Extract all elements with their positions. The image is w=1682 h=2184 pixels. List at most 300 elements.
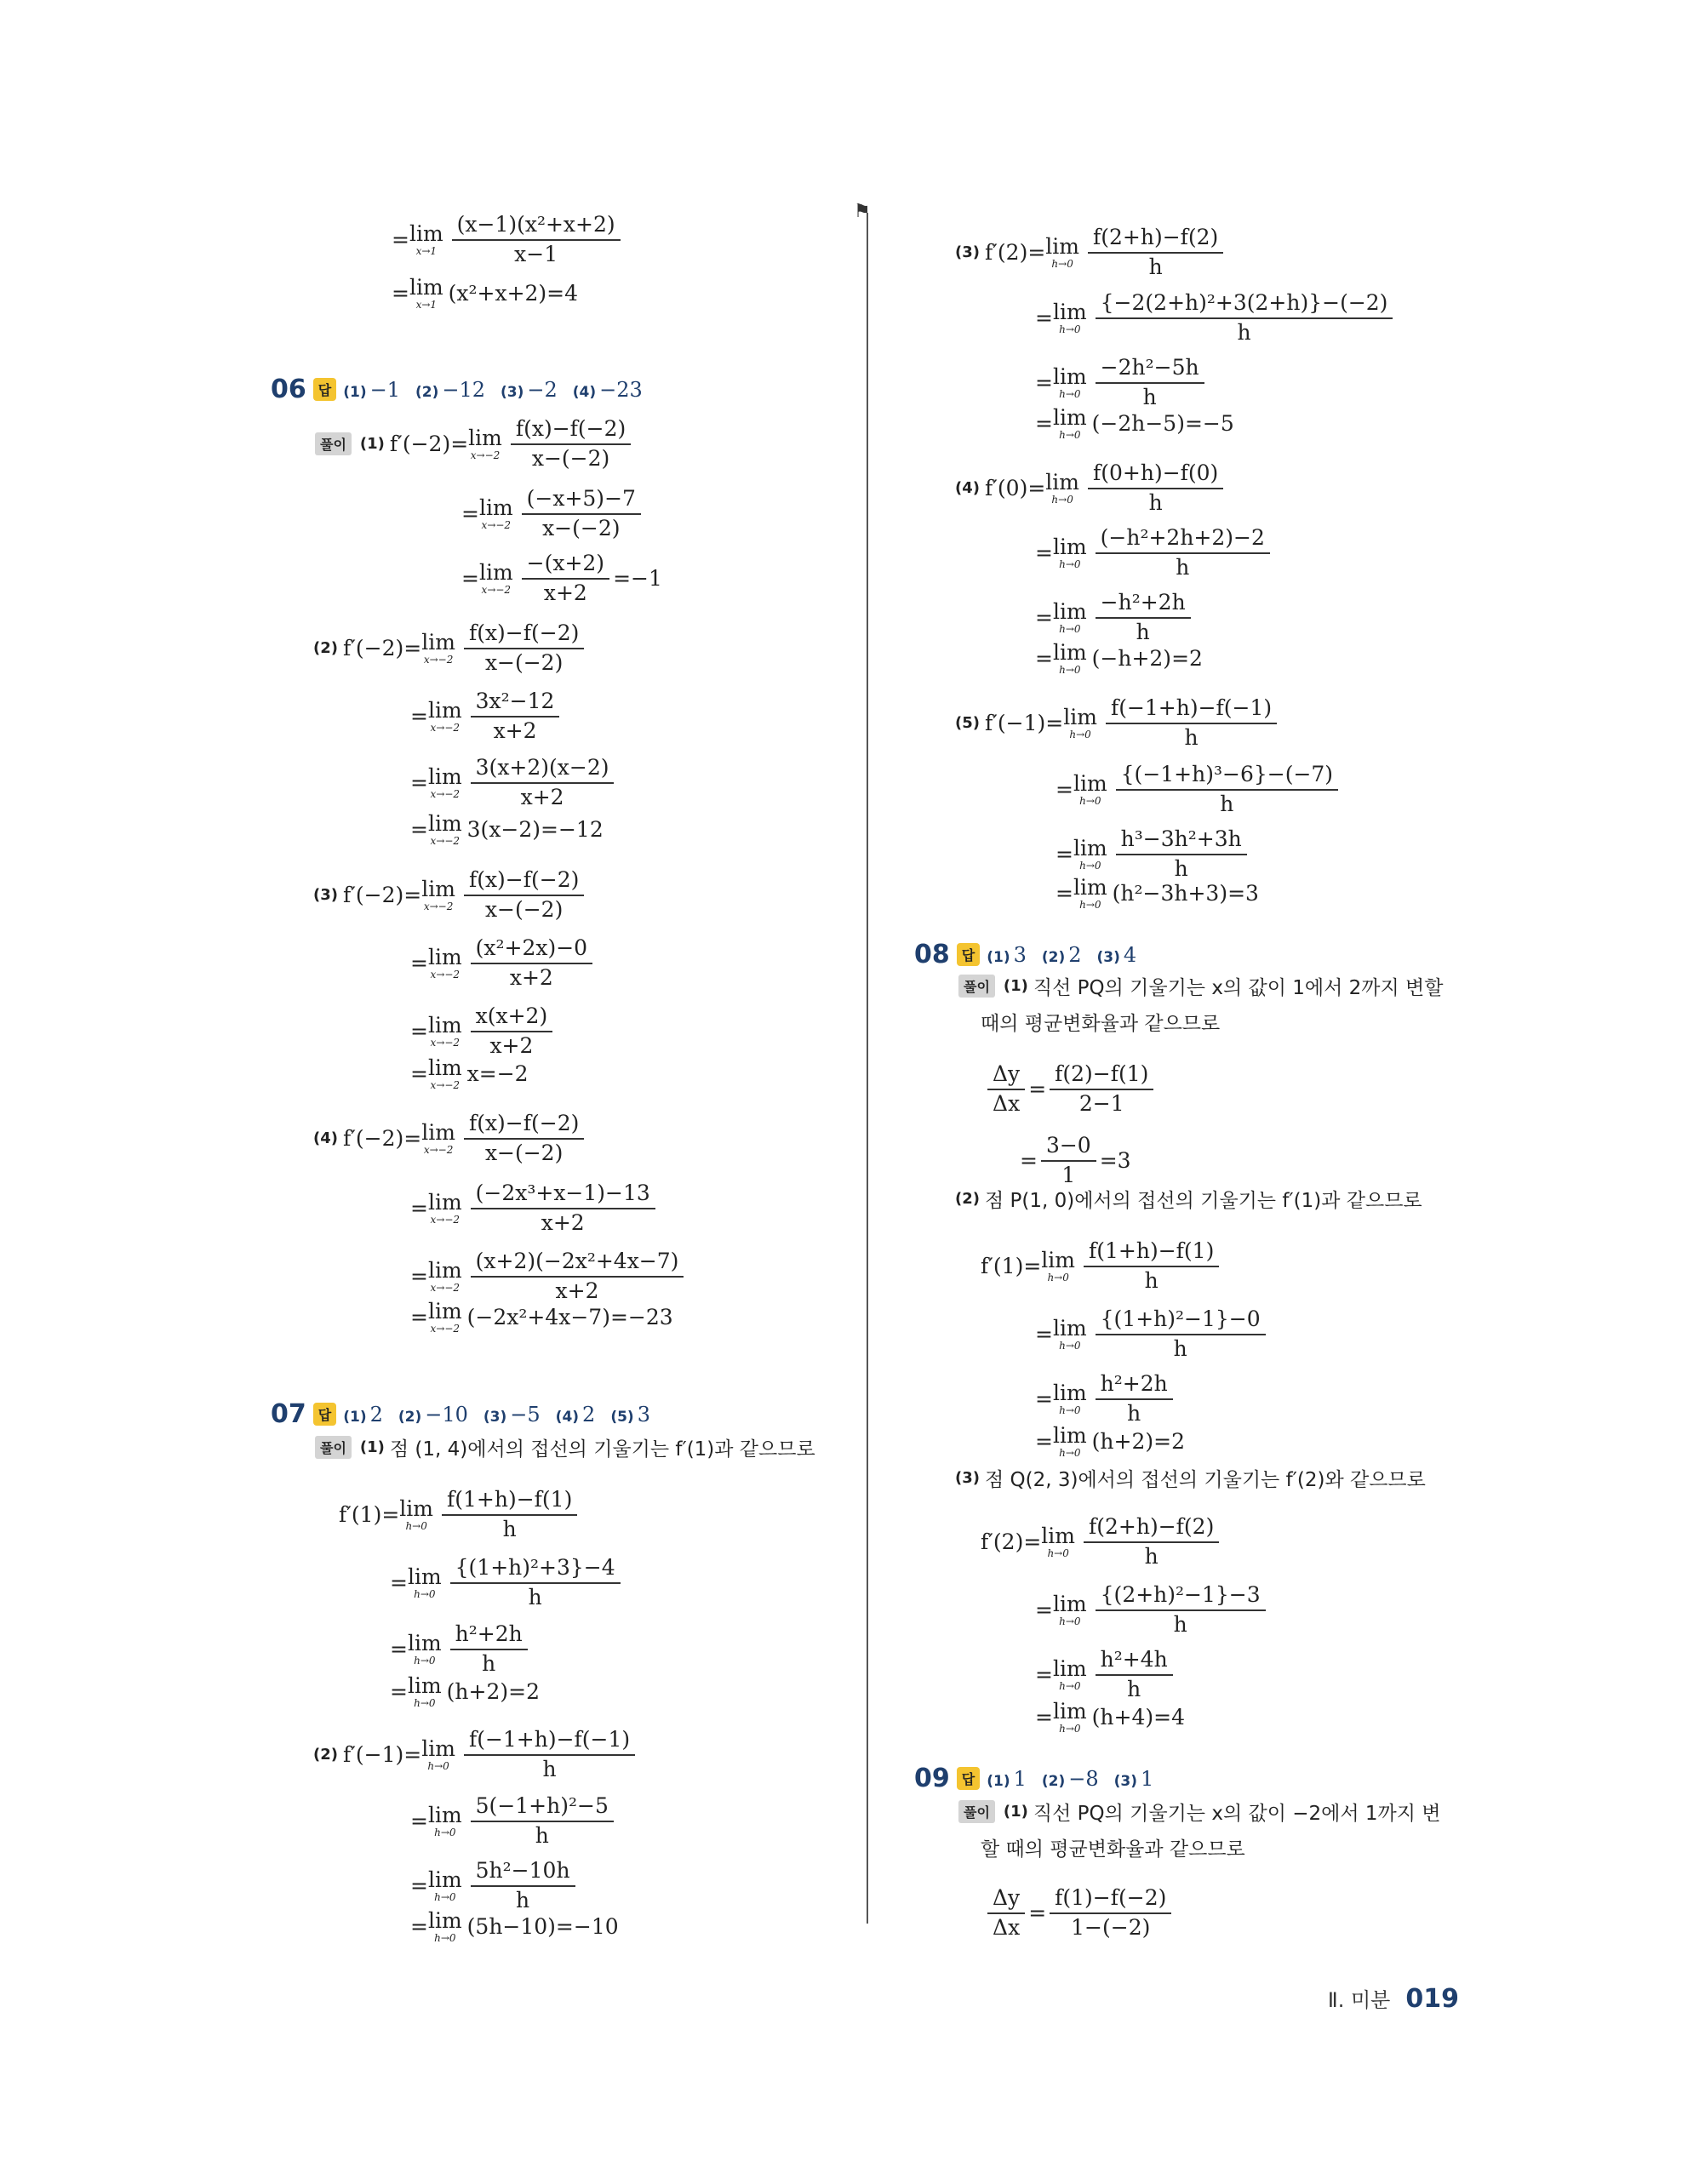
solution-text — [955, 1464, 1426, 1492]
lim-subscript: h→0 — [1059, 558, 1081, 571]
lim-word: lim — [1052, 535, 1087, 560]
math-line — [410, 1004, 556, 1059]
limit-operator — [428, 1260, 462, 1293]
answer-item: (1) 3 — [987, 942, 1027, 967]
math-expression: x=−2 — [466, 1061, 529, 1086]
math-expression: (−2h−5)=−5 — [1091, 411, 1234, 436]
math-line — [313, 1112, 587, 1166]
math-line — [1035, 1307, 1269, 1362]
math-prefix: f′(−2)= — [342, 636, 422, 661]
denominator: x−1 — [514, 241, 558, 266]
limit-fraction — [464, 1728, 635, 1782]
math-expression: (h²−3h+3)=3 — [1112, 881, 1259, 906]
lim-subscript: h→0 — [1059, 1404, 1081, 1417]
limit-operator — [1045, 236, 1079, 269]
lim-word: lim — [478, 560, 513, 586]
denominator: h — [1184, 724, 1199, 750]
math-prefix: f′(−2)= — [342, 1126, 422, 1152]
lim-word: lim — [1063, 705, 1097, 730]
math-prefix: = — [392, 227, 409, 253]
math-expression: 3(x−2)=−12 — [466, 817, 604, 842]
answer-item: (3) 4 — [1096, 942, 1137, 967]
part-label: (1) — [1003, 977, 1028, 995]
lim-word: lim — [427, 1908, 462, 1933]
question-number: 06 — [271, 374, 306, 404]
math-prefix: = — [1056, 777, 1073, 803]
solution-text — [955, 1185, 1422, 1213]
math-prefix: = — [1056, 842, 1073, 867]
math-line — [981, 1239, 1222, 1294]
answer-item: (2) 2 — [1041, 942, 1082, 967]
lim-word: lim — [1052, 599, 1087, 625]
limit-operator — [1053, 536, 1087, 569]
math-line — [410, 1859, 579, 1913]
limit-fraction — [1096, 1583, 1266, 1638]
explanation-text: 때의 평균변화율과 같으므로 — [981, 1013, 1221, 1035]
denominator: h — [1144, 1267, 1159, 1293]
solution-text — [958, 972, 1443, 1000]
math-prefix: f′(2)= — [984, 240, 1046, 266]
limit-fraction — [1050, 1062, 1153, 1117]
answer-badge: 답 — [957, 943, 980, 966]
lim-word: lim — [1052, 405, 1087, 430]
numerator: Δy — [987, 1062, 1025, 1090]
denominator: h — [1136, 619, 1150, 644]
math-line — [313, 1728, 638, 1782]
limit-operator — [1053, 1382, 1087, 1415]
lim-word: lim — [407, 1564, 442, 1590]
lim-subscript: x→−2 — [430, 1282, 461, 1295]
numerator: f(2+h)−f(2) — [1084, 1515, 1219, 1543]
lim-subscript: x→−2 — [470, 449, 501, 462]
denominator: Δx — [993, 1090, 1021, 1116]
limit-operator — [1053, 1425, 1087, 1458]
answer-label: (2) — [1041, 1772, 1066, 1790]
page-number: 019 — [1405, 1984, 1459, 2014]
denominator: x+2 — [520, 784, 564, 809]
lim-subscript: h→0 — [414, 1697, 436, 1709]
column-divider — [867, 213, 868, 1924]
numerator: f(−1+h)−f(−1) — [1106, 696, 1277, 724]
denominator: 1 — [1061, 1162, 1076, 1187]
lim-subscript: h→0 — [1047, 1272, 1069, 1284]
denominator: 1−(−2) — [1071, 1914, 1151, 1940]
math-line — [461, 552, 662, 606]
numerator: f(1+h)−f(1) — [442, 1488, 577, 1516]
math-line — [315, 417, 634, 472]
lim-subscript: h→0 — [1059, 1615, 1081, 1628]
limit-fraction — [1106, 696, 1277, 751]
limit-operator — [428, 946, 462, 980]
math-line — [1035, 291, 1396, 346]
lim-subscript: h→0 — [1047, 1547, 1069, 1560]
denominator: h — [1127, 1676, 1141, 1701]
limit-fraction — [471, 1004, 553, 1059]
lim-subscript: x→−2 — [430, 788, 461, 801]
math-line — [390, 1556, 624, 1610]
math-prefix: = — [1028, 1901, 1047, 1926]
limit-fraction — [1096, 1372, 1173, 1426]
math-prefix: = — [392, 281, 409, 306]
denominator: h — [1237, 319, 1251, 345]
explanation-text: 직선 PQ의 기울기는 x의 값이 1에서 2까지 변할 — [1033, 977, 1444, 999]
limit-operator — [408, 1675, 442, 1708]
limit-fraction — [1116, 763, 1338, 817]
lim-word: lim — [407, 1673, 442, 1698]
math-line — [1035, 407, 1234, 440]
answer-badge: 답 — [957, 1767, 980, 1790]
answer-item: (3) 1 — [1113, 1766, 1154, 1791]
math-line — [1035, 1372, 1176, 1426]
lim-subscript: x→−2 — [430, 969, 461, 981]
math-prefix: = — [1035, 1429, 1053, 1454]
page-footer — [1328, 1983, 1459, 2014]
limit-operator — [468, 427, 502, 460]
limit-operator — [479, 562, 513, 595]
limit-fraction — [522, 487, 641, 541]
math-prefix: = — [1035, 605, 1053, 631]
lim-subscript: h→0 — [1059, 323, 1081, 336]
math-line — [410, 1181, 659, 1236]
lim-word: lim — [1045, 470, 1079, 495]
math-prefix: = — [1035, 646, 1053, 671]
limit-fraction — [1096, 591, 1191, 645]
lim-subscript: x→−2 — [423, 654, 454, 666]
math-prefix: = — [390, 1570, 408, 1596]
numerator: h²+2h — [1096, 1372, 1173, 1400]
limit-fraction — [1096, 1307, 1266, 1362]
lim-subscript: h→0 — [1079, 795, 1101, 808]
math-line — [1035, 1701, 1185, 1734]
limit-operator — [1053, 1318, 1087, 1351]
answer-badge: 답 — [313, 378, 336, 401]
limit-operator — [1053, 407, 1087, 440]
lim-subscript: x→−2 — [481, 519, 512, 532]
answer-item: (5) 3 — [610, 1402, 650, 1426]
limit-fraction — [450, 1556, 621, 1610]
numerator: 3(x+2)(x−2) — [471, 756, 615, 784]
limit-fraction — [450, 1622, 528, 1677]
lim-word: lim — [409, 221, 443, 247]
answer-label: (3) — [483, 1408, 507, 1426]
math-expression: (−2x²+4x−7)=−23 — [466, 1305, 673, 1329]
lim-word: lim — [1052, 1423, 1087, 1448]
denominator: x−(−2) — [542, 515, 621, 540]
limit-operator — [421, 1738, 455, 1771]
limit-operator — [1041, 1249, 1075, 1283]
limit-fraction — [442, 1488, 577, 1542]
math-line — [1035, 642, 1203, 675]
math-line — [1035, 1425, 1185, 1458]
answer-label: (4) — [572, 383, 597, 401]
math-line — [1035, 526, 1273, 580]
denominator: h — [482, 1650, 496, 1676]
math-prefix: = — [1020, 1148, 1038, 1174]
numerator: (x²+2x)−0 — [471, 936, 592, 964]
answer-item: (4) −23 — [572, 377, 643, 402]
answer-label: (2) — [415, 383, 439, 401]
math-prefix: = — [1035, 540, 1053, 566]
lim-subscript: x→1 — [415, 299, 438, 311]
numerator: {(2+h)²−1}−3 — [1096, 1583, 1266, 1611]
math-prefix: f′(1)= — [981, 1254, 1042, 1279]
lim-word: lim — [427, 811, 462, 836]
limit-operator — [1063, 706, 1097, 740]
lim-word: lim — [427, 945, 462, 970]
solution-badge: 풀이 — [958, 975, 995, 998]
limit-fraction — [471, 936, 592, 991]
limit-operator — [1045, 472, 1079, 505]
lim-word: lim — [421, 1120, 455, 1146]
lim-word: lim — [427, 1803, 462, 1828]
math-line — [390, 1675, 540, 1708]
numerator: 5(−1+h)²−5 — [471, 1794, 614, 1822]
math-line — [410, 1910, 619, 1943]
part-label: (2) — [313, 1746, 338, 1764]
lim-subscript: h→0 — [427, 1760, 449, 1773]
limit-fraction — [1096, 291, 1393, 346]
numerator: (−h²+2h+2)−2 — [1096, 526, 1270, 554]
numerator: f(2+h)−f(2) — [1088, 226, 1223, 254]
lim-subscript: h→0 — [434, 1932, 456, 1944]
limit-fraction — [471, 756, 615, 810]
numerator: (−x+5)−7 — [522, 487, 641, 515]
numerator: f(x)−f(−2) — [464, 1112, 584, 1140]
denominator: x+2 — [555, 1278, 599, 1303]
denominator: h — [535, 1822, 549, 1848]
lim-subscript: x→−2 — [423, 1144, 454, 1157]
answer-label: (4) — [555, 1408, 580, 1426]
answer-item: (2) −12 — [415, 377, 486, 402]
explanation-text: 점 Q(2, 3)에서의 접선의 기울기는 f′(2)와 같으므로 — [984, 1469, 1426, 1491]
limit-operator — [409, 277, 443, 310]
limit-fraction — [471, 689, 560, 744]
limit-operator — [408, 1632, 442, 1666]
answer-item: (1) 2 — [343, 1402, 383, 1426]
part-label: (1) — [359, 435, 385, 454]
math-line — [1056, 877, 1259, 910]
limit-fraction — [1084, 1515, 1219, 1569]
answer-label: (3) — [1113, 1772, 1138, 1790]
numerator: (x−1)(x²+x+2) — [452, 213, 621, 241]
math-prefix: f′(−1)= — [342, 1742, 422, 1768]
lim-subscript: x→1 — [415, 245, 438, 258]
math-prefix: f′(2)= — [981, 1529, 1042, 1555]
denominator: h — [1220, 791, 1234, 816]
answer-label: (5) — [610, 1408, 634, 1426]
lim-word: lim — [1052, 1656, 1087, 1682]
lim-word: lim — [399, 1496, 433, 1522]
lim-word: lim — [427, 1299, 462, 1324]
math-prefix: = — [461, 566, 479, 592]
solution-text — [981, 1833, 1245, 1861]
part-label: (2) — [955, 1190, 980, 1208]
lim-word: lim — [427, 698, 462, 723]
limit-operator — [1053, 642, 1087, 675]
answer-item: (2) −10 — [398, 1402, 468, 1426]
math-prefix: = — [1035, 1386, 1053, 1412]
part-label: (5) — [955, 714, 980, 733]
math-expression: (h+4)=4 — [1091, 1705, 1185, 1729]
limit-fraction — [1088, 226, 1223, 280]
section-label: Ⅱ. 미분 — [1327, 1988, 1391, 2012]
answer-label: (3) — [501, 383, 524, 401]
math-line — [339, 1488, 581, 1542]
math-line — [392, 277, 578, 310]
limit-fraction — [522, 552, 609, 606]
explanation-text: 점 (1, 4)에서의 접선의 기울기는 f′(1)과 같으므로 — [389, 1438, 815, 1461]
math-prefix: = — [1035, 306, 1053, 331]
denominator: x+2 — [493, 718, 537, 743]
math-prefix: = — [410, 951, 428, 976]
limit-operator — [428, 813, 462, 846]
limit-fraction — [464, 868, 584, 923]
math-prefix: f′(0)= — [984, 476, 1046, 501]
math-prefix: = — [1035, 1662, 1053, 1688]
lim-subscript: h→0 — [434, 1827, 456, 1839]
math-expression: (h+2)=2 — [446, 1679, 540, 1704]
lim-subscript: h→0 — [1079, 860, 1101, 872]
math-prefix: = — [1035, 370, 1053, 396]
delta-fraction — [987, 1886, 1025, 1941]
math-line — [410, 689, 563, 744]
explanation-text: 점 P(1, 0)에서의 접선의 기울기는 f′(1)과 같으므로 — [984, 1190, 1422, 1212]
math-prefix: = — [390, 1637, 408, 1662]
lim-subscript: h→0 — [1069, 729, 1091, 741]
numerator: {(−1+h)³−6}−(−7) — [1116, 763, 1338, 791]
limit-operator — [428, 1192, 462, 1225]
math-prefix: = — [410, 1809, 428, 1834]
math-prefix: = — [410, 1873, 428, 1899]
denominator: h — [1148, 489, 1163, 515]
answer-item: (4) 2 — [555, 1402, 596, 1426]
denominator: h — [1148, 254, 1163, 279]
math-line — [1035, 356, 1208, 410]
math-prefix: = — [1035, 1322, 1053, 1347]
solution-text — [981, 1008, 1220, 1036]
denominator: x−(−2) — [484, 649, 564, 675]
denominator: h — [528, 1584, 542, 1609]
lim-word: lim — [407, 1631, 442, 1656]
lim-subscript: h→0 — [1059, 1447, 1081, 1459]
lim-subscript: h→0 — [1059, 388, 1081, 401]
limit-operator — [428, 1804, 462, 1838]
answer-header — [914, 940, 1152, 969]
math-prefix: = — [1035, 411, 1053, 436]
denominator: h — [542, 1756, 557, 1781]
lim-word: lim — [421, 630, 455, 655]
math-suffix: =3 — [1099, 1148, 1131, 1174]
lim-subscript: h→0 — [1059, 1723, 1081, 1735]
numerator: x(x+2) — [471, 1004, 553, 1032]
limit-fraction — [471, 1181, 655, 1236]
numerator: −h²+2h — [1096, 591, 1191, 619]
numerator: (x+2)(−2x²+4x−7) — [471, 1249, 684, 1278]
part-label: (4) — [955, 479, 980, 498]
limit-operator — [428, 1301, 462, 1334]
limit-fraction — [1041, 1134, 1096, 1188]
lim-subscript: h→0 — [1059, 429, 1081, 441]
lim-word: lim — [427, 1258, 462, 1284]
math-line — [1035, 1648, 1176, 1702]
lim-subscript: x→−2 — [430, 1323, 461, 1335]
lim-word: lim — [1052, 364, 1087, 390]
lim-word: lim — [1052, 1592, 1087, 1617]
answer-label: (2) — [398, 1408, 422, 1426]
lim-word: lim — [427, 764, 462, 790]
math-prefix: = — [410, 1196, 428, 1221]
limit-fraction — [452, 213, 621, 267]
limit-operator — [1053, 1593, 1087, 1627]
lim-subscript: h→0 — [1059, 664, 1081, 676]
math-prefix: = — [461, 501, 479, 527]
denominator: h — [1173, 1611, 1187, 1637]
numerator: {(1+h)²−1}−0 — [1096, 1307, 1266, 1335]
limit-operator — [421, 1122, 455, 1155]
math-line — [1020, 1134, 1131, 1188]
math-expression: (x²+x+2)=4 — [448, 281, 579, 306]
lim-subscript: h→0 — [1079, 899, 1101, 911]
math-expression: (−h+2)=2 — [1091, 646, 1203, 671]
lim-word: lim — [1045, 234, 1079, 260]
limit-operator — [1053, 301, 1087, 334]
answer-item: (1) 1 — [987, 1766, 1027, 1791]
limit-fraction — [1116, 827, 1247, 882]
limit-operator — [428, 1015, 462, 1048]
lim-subscript: x→−2 — [430, 1037, 461, 1049]
lim-word: lim — [1052, 300, 1087, 325]
lim-word: lim — [1073, 875, 1107, 900]
question-number: 07 — [271, 1399, 306, 1429]
lim-subscript: x→−2 — [430, 1214, 461, 1226]
math-prefix: = — [410, 1061, 428, 1086]
answer-item: (2) −8 — [1041, 1766, 1099, 1791]
denominator: h — [1144, 1543, 1159, 1569]
numerator: f(1+h)−f(1) — [1084, 1239, 1219, 1267]
math-line — [410, 936, 596, 991]
math-prefix: = — [410, 817, 428, 842]
lim-subscript: h→0 — [1059, 623, 1081, 636]
lim-word: lim — [421, 877, 455, 902]
numerator: f(0+h)−f(0) — [1088, 461, 1223, 489]
denominator: h — [1142, 384, 1157, 409]
part-label: (1) — [1003, 1803, 1028, 1821]
limit-operator — [1053, 366, 1087, 399]
numerator: f(x)−f(−2) — [464, 868, 584, 896]
limit-operator — [1053, 601, 1087, 634]
math-expression: (h+2)=2 — [1091, 1429, 1185, 1454]
denominator: x+2 — [541, 1209, 585, 1235]
math-prefix: = — [410, 1019, 428, 1044]
numerator: −(x+2) — [522, 552, 609, 580]
answer-item: (3) −5 — [483, 1402, 541, 1426]
math-line — [984, 1886, 1175, 1941]
limit-fraction — [471, 1794, 614, 1849]
part-label: (3) — [955, 1469, 980, 1487]
math-line — [1035, 1583, 1269, 1638]
math-line — [1056, 827, 1250, 882]
limit-operator — [1053, 1658, 1087, 1691]
numerator: h²+2h — [450, 1622, 528, 1650]
math-line — [984, 1062, 1157, 1117]
solution-text — [315, 1433, 815, 1461]
denominator: h — [516, 1887, 530, 1912]
limit-operator — [1073, 773, 1107, 806]
answer-label: (1) — [343, 383, 367, 401]
math-line — [955, 461, 1227, 516]
math-line — [392, 213, 624, 267]
math-line — [461, 487, 644, 541]
